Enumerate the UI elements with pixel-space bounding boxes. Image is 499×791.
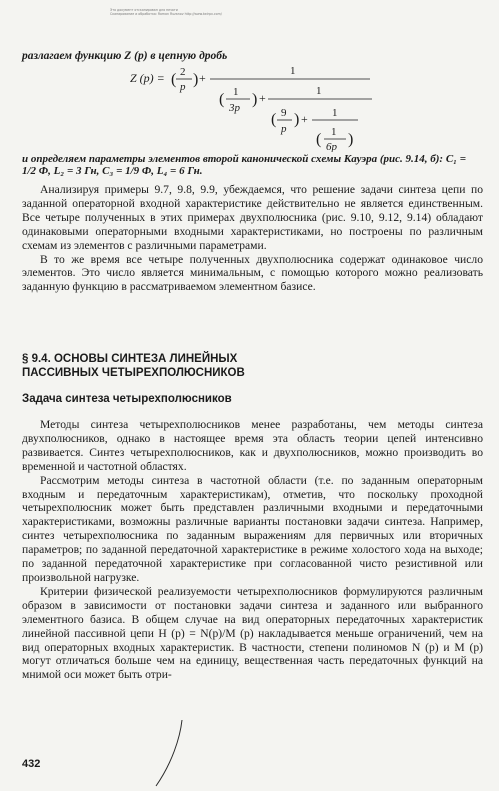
formula-term: p (281, 123, 287, 135)
section-heading (22, 352, 422, 380)
formula-lhs: Z (p) = (130, 71, 165, 85)
formula-term: 1 (316, 85, 322, 97)
formula-paren: ( (271, 111, 277, 128)
formula-paren: ( (316, 131, 322, 148)
paragraphs-bottom (22, 418, 483, 682)
formula-paren: ) (348, 131, 354, 148)
paragraphs-top (22, 183, 483, 294)
formula-paren: ( (219, 91, 225, 108)
caption-text: и определяем параметры элементов второй канонической схемы Кауэра (рис. 9.14, б): C₁ = 1/2 Ф, L₂ = 3 Гн, C₃ = 1/9 Ф, L₄ = 6 Гн. (22, 153, 467, 177)
page-number: 432 (22, 758, 41, 770)
formula-term: p (180, 81, 186, 93)
formula-plus: + (301, 112, 308, 126)
formula-term: 1 (331, 126, 337, 138)
formula-term: 3p (229, 102, 240, 114)
formula-term: 9 (281, 107, 287, 119)
subsection-heading: Задача синтеза четырехполюсников (22, 393, 232, 405)
paragraph: Критерии физической реализуемости четырехполюсников формулируются различным образом в зависимости от постановки задачи синтеза и заданного или выбранного элементного базиса. В общем случае на вид операторных передаточных характеристик линейной пассивной цепи H (p) = N(p)/M (p) накладывается меньше ограничений, чем на вид операторных входных характеристик. В частности, степени полиномов N (p) и M (p) могут отличаться больше чем на единицу, вещественная часть передаточных функций на мнимой оси может быть отри- (22, 584, 483, 682)
scan-watermark (110, 8, 280, 16)
section-number: § 9.4. (22, 353, 51, 365)
formula-plus: + (199, 71, 206, 85)
formula-term: 6p (326, 141, 337, 152)
formula-paren: ) (193, 71, 199, 88)
paragraph: В то же время все четыре полученных двухполюсника содержат одинаковое число элементов. Это число является минимальным, с помощью которого можно реализовать заданную функцию в рассматриваемом элементном базисе. (22, 252, 483, 294)
formula-paren: ) (294, 111, 300, 128)
watermark-line: Сканирование и обработка: Roman Ruzanov http://www.twirpx.com/ (110, 12, 222, 16)
section-title-line: ОСНОВЫ СИНТЕЗА ЛИНЕЙНЫХ (53, 353, 238, 365)
section-title-line: ПАССИВНЫХ ЧЕТЫРЕХПОЛЮСНИКОВ (22, 367, 245, 379)
pen-mark (150, 718, 190, 788)
formula-term: 1 (332, 107, 338, 119)
continued-fraction-formula (0, 62, 499, 157)
watermark-line: Это документ отсканирован для печати (110, 8, 178, 12)
paragraph: Анализируя примеры 9.7, 9.8, 9.9, убеждаемся, что решение задачи синтеза цепи по заданной операторной входной характеристике действительно не является единственным. Все четыре полученных в этих примерах двухполюсника (рис. 9.10, 9.12, 9.14) обладают одинаковыми операторными входными характеристиками, но построены по различным схемам из элементов с различными параметрами. (22, 183, 483, 252)
formula-term: 2 (180, 66, 186, 78)
formula-term: 1 (233, 86, 239, 98)
paragraph: Рассмотрим методы синтеза в частотной области (т.е. по заданным операторным входным и передаточным характеристикам), отметив, что поскольку проходной четырехполюсник может быть представлен различными входными и передаточными характеристиками, возможны различные варианты постановки задачи синтеза. Например, синтез четырехполюсника по заданным выражениям для первичных или вторичных параметров; по заданной передаточной характеристике в режиме холостого хода на выходе; по заданной передаточной характеристике при согласованной чисто резистивной или произвольной нагрузке. (22, 473, 483, 584)
intro-text: разлагаем функцию Z (p) в цепную дробь (22, 50, 228, 62)
formula-paren: ( (171, 71, 177, 88)
formula-term: 1 (290, 65, 296, 77)
formula-plus: + (259, 91, 266, 105)
paragraph: Методы синтеза четырехполюсников менее разработаны, чем методы синтеза двухполюсников, однако в настоящее время эта область теории цепей интенсивно развивается. Синтез четырехполюсников, как и двухполюсников, можно производить во временной и частотной областях. (22, 418, 483, 473)
formula-paren: ) (252, 91, 258, 108)
